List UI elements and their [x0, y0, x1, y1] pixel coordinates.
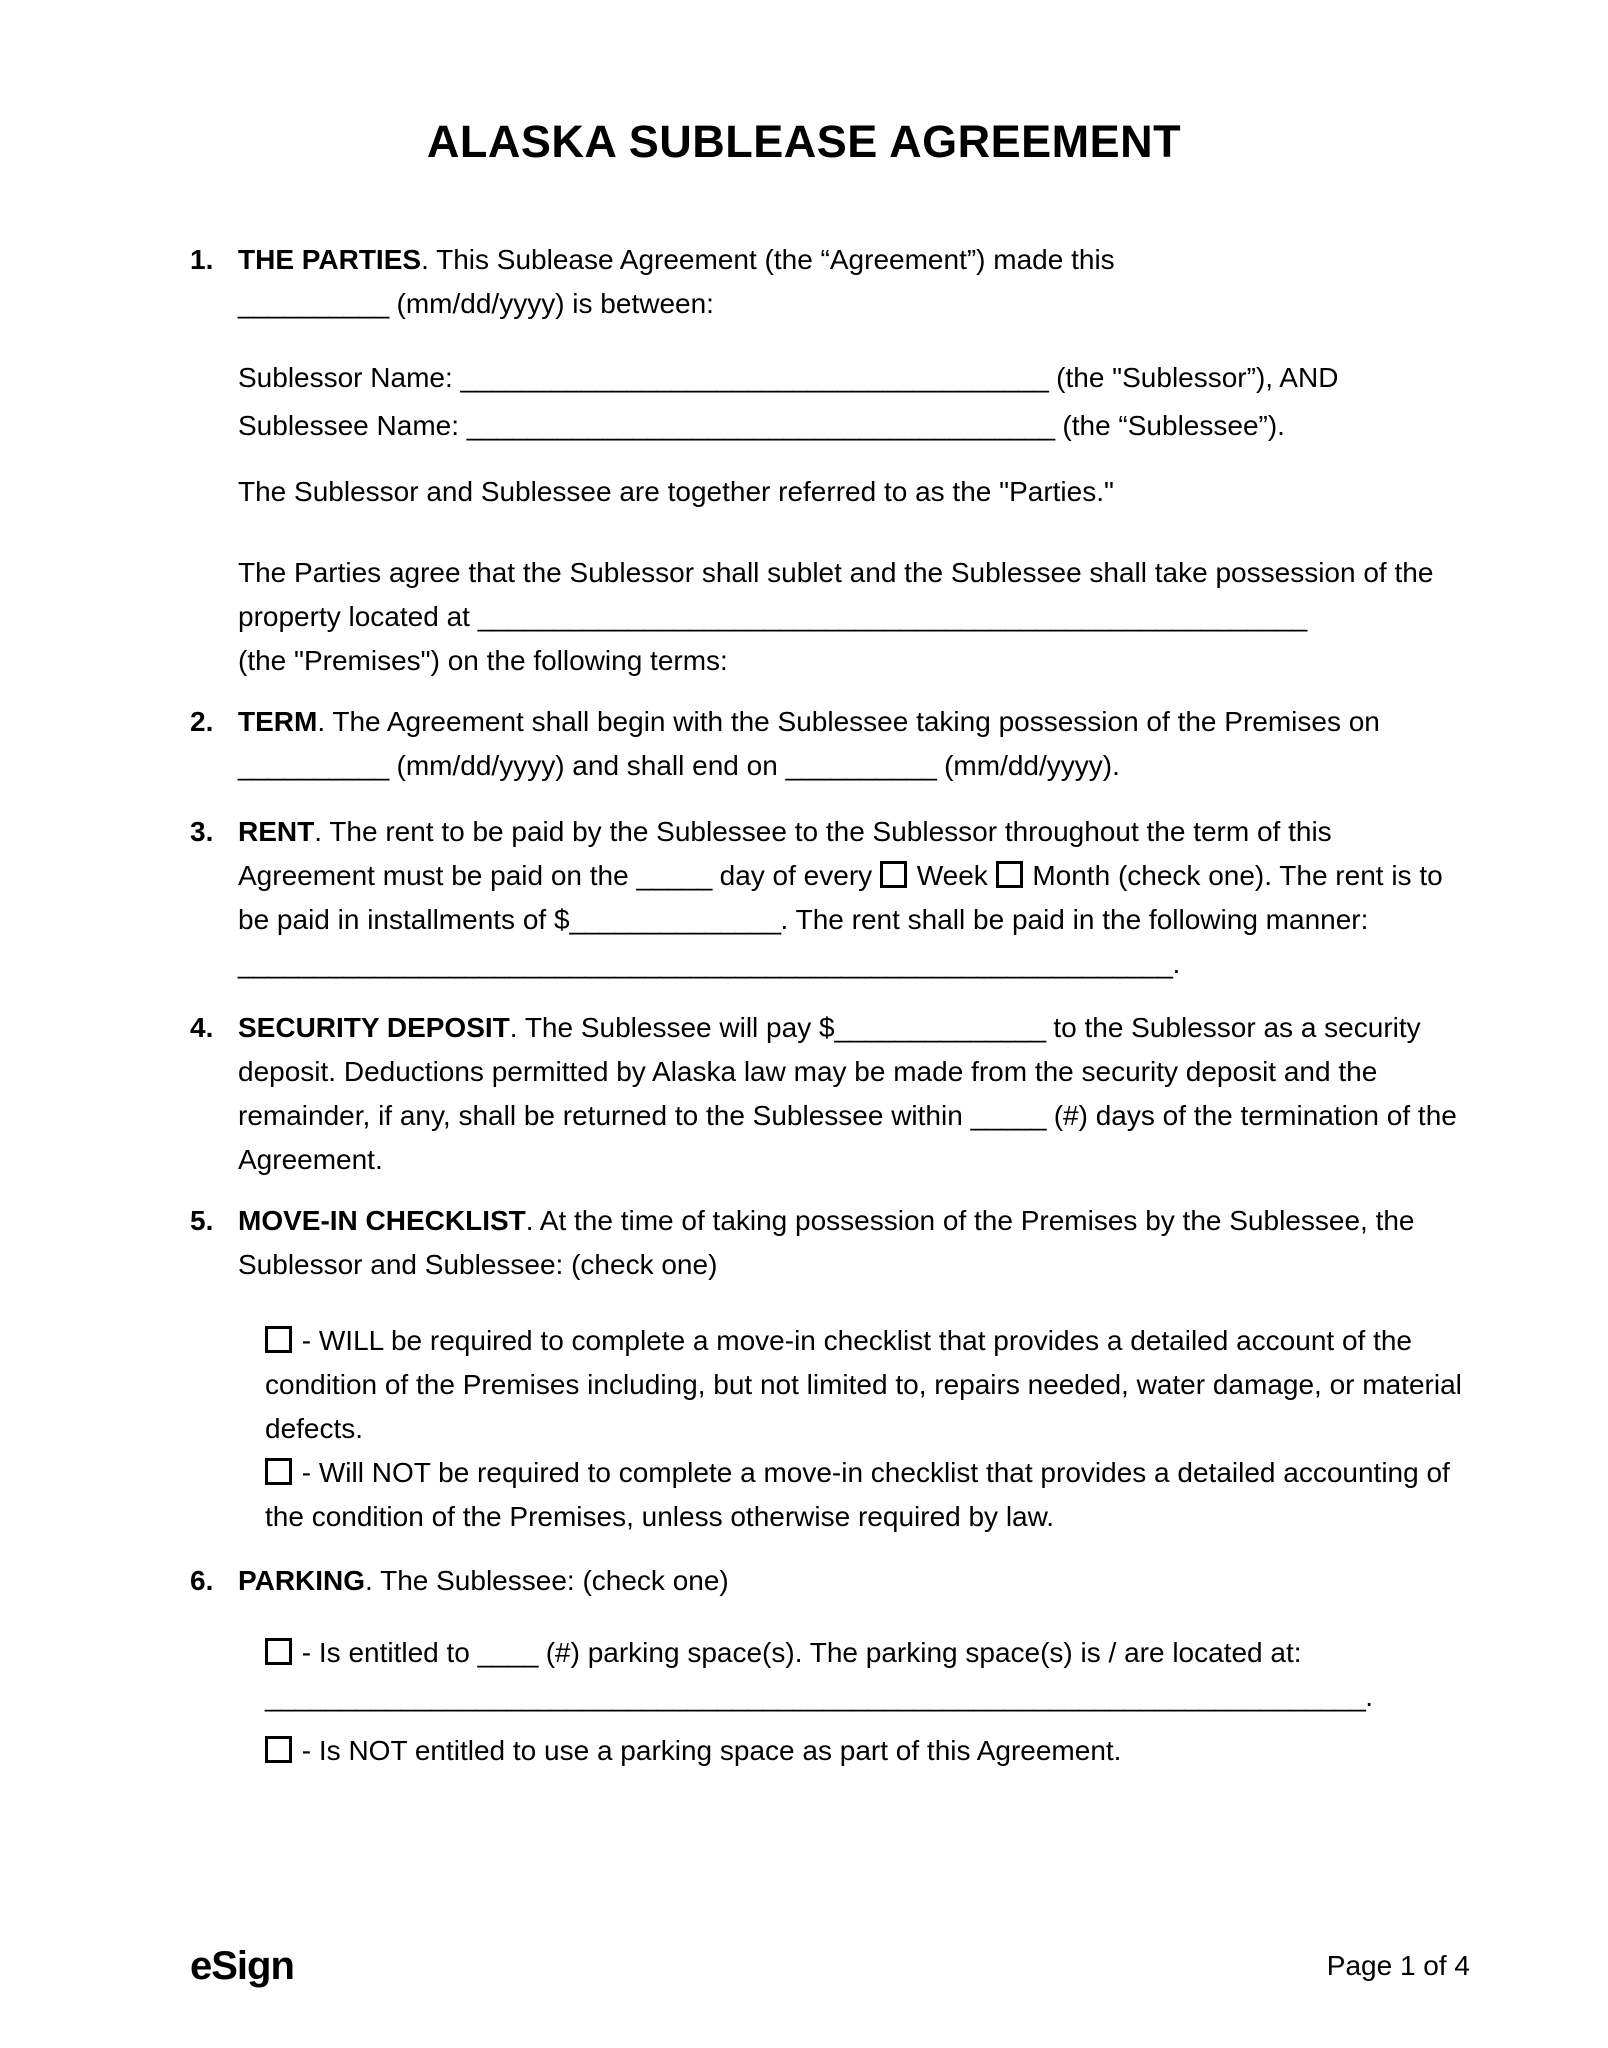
text-run: .: [1172, 948, 1181, 979]
section-parking: [190, 1559, 1470, 1773]
section-heading: SECURITY DEPOSIT: [238, 1012, 510, 1043]
checkbox[interactable]: [996, 861, 1023, 888]
paragraph: [238, 1729, 1470, 1773]
esign-logo: eSign: [190, 1944, 294, 1988]
text-run: Sublessor Name:: [238, 362, 461, 393]
paragraph: [238, 356, 1470, 400]
section-move-in-checklist: [190, 1199, 1470, 1539]
text-run: . At the time of taking possession of the Premises by the Sublessee, the Sublessor and Sublessee: (check one): [238, 1205, 1415, 1280]
section-body: [238, 700, 1470, 788]
section-number: 4.: [190, 1012, 214, 1043]
blank-field[interactable]: _______________________________________________________: [477, 601, 1307, 632]
text-run: (the "Premises") on the following terms:: [238, 645, 728, 676]
paragraph: [238, 700, 1470, 788]
section-body: [238, 1006, 1470, 1182]
text-run: (the “Sublessee”).: [1054, 410, 1285, 441]
section-rent: [190, 810, 1470, 986]
text-run: The Parties agree that the Sublessor shall sublet and the Sublessee shall take possession of the property located at: [238, 557, 1434, 632]
blank-field[interactable]: _____: [970, 1100, 1046, 1131]
text-run: Sublessee Name:: [238, 410, 467, 441]
text-run: Month (check one). The rent is to be paid in installments of $: [238, 860, 1443, 935]
sections: [0, 168, 1608, 1773]
text-run: . The Agreement shall begin with the Sublessee taking possession of the Premises on: [317, 706, 1380, 737]
section-heading: PARKING: [238, 1565, 366, 1596]
text-run: (#) days of the termination of the Agreement.: [238, 1100, 1457, 1175]
text-run: to the Sublessor as a security deposit. Deductions permitted by Alaska law may be made from the security deposit and the remainder, if any, shall be returned to the Sublessee within: [238, 1012, 1421, 1131]
section-body: [238, 1199, 1470, 1539]
paragraph: [238, 238, 1470, 326]
section-term: [190, 700, 1470, 788]
paragraph: [238, 1451, 1470, 1539]
section-heading: THE PARTIES: [238, 244, 422, 275]
section-body: [238, 810, 1470, 986]
paragraph: [238, 810, 1470, 986]
text-run: (mm/dd/yyyy) and shall end on: [388, 750, 786, 781]
paragraph: [238, 1199, 1470, 1287]
section-number: 5.: [190, 1205, 214, 1236]
checkbox[interactable]: [265, 1638, 292, 1665]
section-body: [238, 238, 1470, 683]
section-number: 2.: [190, 706, 214, 737]
text-run: - Will NOT be required to complete a move-in checklist that provides a detailed accounting of the condition of the Premises, unless otherwise required by law.: [265, 1457, 1450, 1532]
paragraph: [238, 1631, 1470, 1719]
checkbox[interactable]: [265, 1326, 292, 1353]
checkbox[interactable]: [265, 1736, 292, 1763]
text-run: (mm/dd/yyyy) is between:: [388, 288, 714, 319]
text-run: . This Sublease Agreement (the “Agreement”) made this: [421, 244, 1115, 275]
blank-field[interactable]: ______________: [834, 1012, 1046, 1043]
footer: [190, 1944, 1470, 1988]
paragraph: [238, 1319, 1470, 1451]
text-run: .: [1365, 1681, 1374, 1712]
blank-field[interactable]: _________________________________________________________________________: [265, 1681, 1366, 1712]
blank-field[interactable]: ______________: [569, 904, 781, 935]
section-heading: MOVE-IN CHECKLIST: [238, 1205, 526, 1236]
section-number: 1.: [190, 244, 214, 275]
text-run: . The Sublessee will pay $: [509, 1012, 835, 1043]
text-run: - Is entitled to: [294, 1637, 478, 1668]
blank-field[interactable]: _______________________________________: [460, 362, 1049, 393]
section-the-parties: [190, 238, 1470, 683]
blank-field[interactable]: __________: [238, 750, 389, 781]
blank-field[interactable]: _____: [636, 860, 712, 891]
text-run: (mm/dd/yyyy).: [936, 750, 1120, 781]
document-title: ALASKA SUBLEASE AGREEMENT: [426, 116, 1182, 167]
text-run: . The rent to be paid by the Sublessee to the Sublessor throughout the term of this Agreement must be paid on the: [238, 816, 1332, 891]
blank-field[interactable]: ______________________________________________________________: [238, 948, 1173, 979]
blank-field[interactable]: __________: [785, 750, 937, 781]
text-run: The Sublessor and Sublessee are together referred to as the "Parties.": [238, 476, 1114, 507]
page-number: Page 1 of 4: [1326, 1950, 1470, 1981]
paragraph: [238, 404, 1470, 448]
text-run: day of every: [711, 860, 880, 891]
blank-field[interactable]: __________: [238, 288, 389, 319]
section-number: 6.: [190, 1565, 214, 1596]
text-run: - WILL be required to complete a move-in checklist that provides a detailed account of the condition of the Premises including, but not limited to, repairs needed, water damage, or material defects.: [265, 1325, 1462, 1444]
section-heading: TERM: [238, 706, 318, 737]
checkbox[interactable]: [265, 1458, 292, 1485]
paragraph: [238, 551, 1470, 683]
section-number: 3.: [190, 816, 214, 847]
paragraph: [238, 1006, 1470, 1182]
checkbox[interactable]: [880, 861, 907, 888]
text-run: - Is NOT entitled to use a parking space as part of this Agreement.: [294, 1735, 1122, 1766]
text-run: . The rent shall be paid in the following manner:: [780, 904, 1369, 935]
blank-field[interactable]: ____: [477, 1637, 538, 1668]
text-run: . The Sublessee: (check one): [365, 1565, 729, 1596]
text-run: Week: [908, 860, 996, 891]
section-security-deposit: [190, 1006, 1470, 1182]
blank-field[interactable]: _______________________________________: [466, 410, 1055, 441]
paragraph: [238, 470, 1470, 514]
text-run: (#) parking space(s). The parking space(s) is / are located at:: [537, 1637, 1302, 1668]
section-heading: RENT: [238, 816, 315, 847]
section-body: [238, 1559, 1470, 1773]
paragraph: [238, 1559, 1470, 1603]
text-run: (the "Sublessor”), AND: [1048, 362, 1339, 393]
